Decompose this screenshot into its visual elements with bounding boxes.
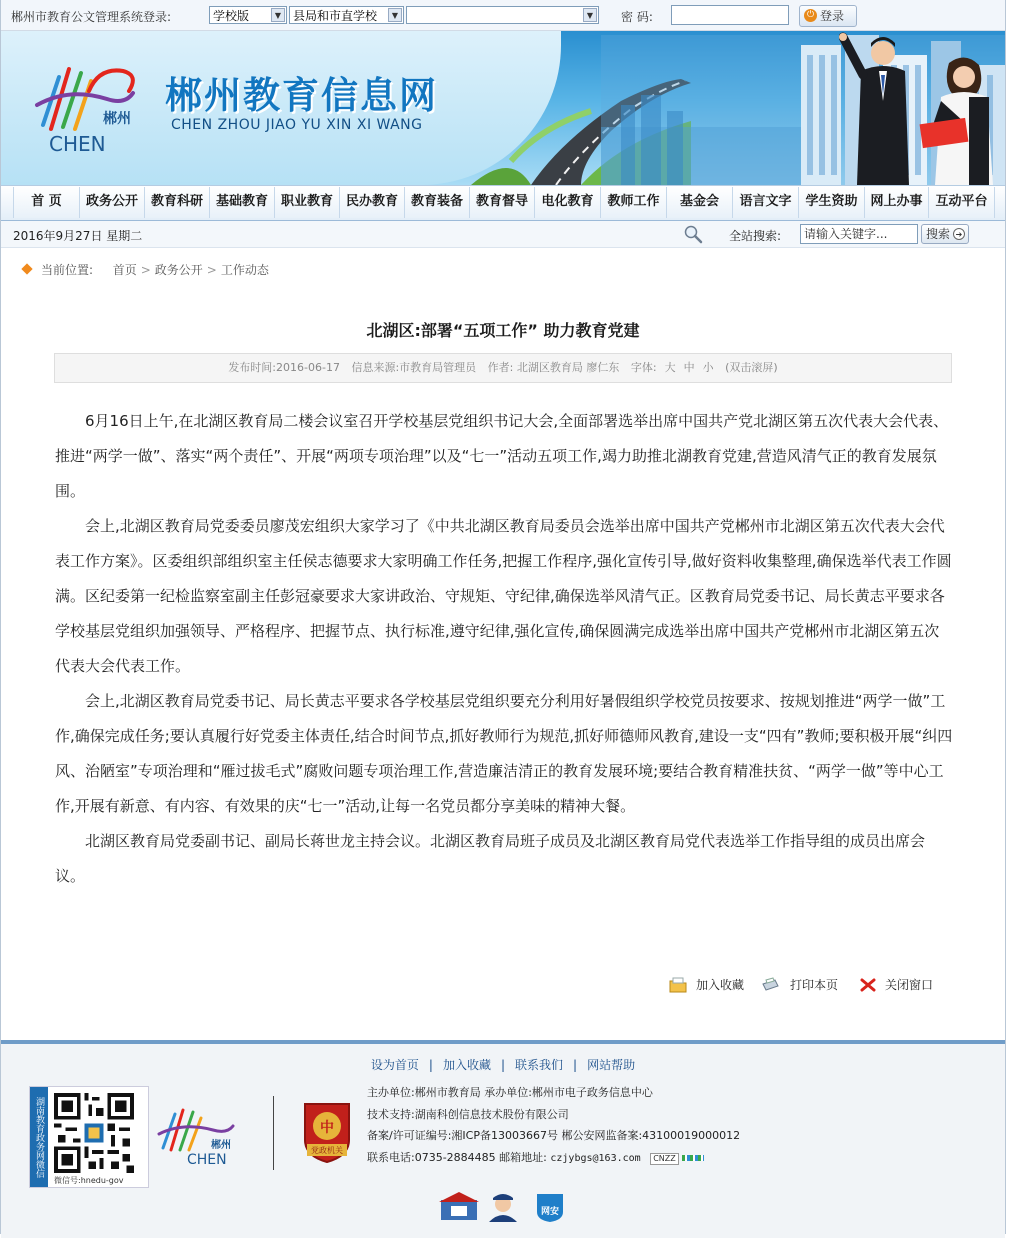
footer-icp: 备案/许可证编号:湘ICP备13003667号 郴公安网监备案:43100019000012 [367, 1129, 741, 1142]
password-label: 密 码: [621, 10, 653, 24]
unit-select[interactable] [289, 6, 404, 24]
chen-logo-icon [29, 47, 149, 157]
logo-word: CHEN [49, 132, 106, 156]
add-favorite-label: 加入收藏 [696, 978, 745, 992]
qr-side-text: 湖南教育政务网微信 [30, 1087, 48, 1187]
login-button[interactable] [799, 5, 857, 27]
nav-education-equipment[interactable]: 教育装备 [405, 187, 470, 218]
nav-electronic-education[interactable]: 电化教育 [535, 187, 601, 218]
banner [1, 31, 1005, 185]
font-small-button[interactable]: 小 [702, 361, 714, 374]
article-title: 北湖区:部署“五项工作” 助力教育党建 [366, 321, 640, 340]
nav-government-affairs[interactable]: 政务公开 [80, 187, 145, 218]
nav-education-supervision[interactable]: 教育督导 [470, 187, 535, 218]
chevron-down-icon: ▼ [388, 8, 402, 22]
breadcrumb-separator: > [140, 263, 151, 277]
login-bar [1, 0, 1005, 31]
breadcrumb-separator: > [206, 263, 217, 277]
businessman-illustration [839, 31, 919, 185]
article-paragraph: 会上,北湖区教育局党委委员廖茂宏组织大家学习了《中共北湖区教育局委员会选举出席中国共产党郴州市北湖区第五次代表大会代表工作方案》。区委组织部组织室主任侯志德要求大家明确工作任务,把握工作程序,强化宣传引导,做好资料收集整理,确保选举代表工作圆满。区纪委第一纪检监察室副主任彭冠豪要求大家讲政治、守规矩、守纪律,确保选举风清气正。区教育局党委书记、局长黄志平要求各学校基层党组织加强领导、严格程序、把握节点、执行标准,遵守纪律,强化宣传,确保圆满完成选举出席中国共产党郴州市北湖区第五次代表大会代表工作。 [55, 517, 952, 675]
article-paragraph: 北湖区教育局党委副书记、副局长蒋世龙主持会议。北湖区教育局班子成员及北湖区教育局党代表选举工作指导组的成员出席会议。 [55, 832, 926, 885]
nav-vocational-education[interactable]: 职业教育 [275, 187, 340, 218]
login-button-label: 登录 [820, 9, 845, 23]
cnzz-badge[interactable]: CNZZ [650, 1153, 679, 1165]
unit-select-value: 县局和市直学校 [293, 9, 378, 23]
arrow-right-icon: ➔ [953, 228, 965, 240]
current-date: 2016年9月27日 星期二 [13, 229, 143, 243]
police-badge-text: 网安 [540, 1207, 560, 1217]
search-button-label: 搜索 [926, 227, 951, 241]
scroll-hint: (双击滚屏) [725, 361, 778, 374]
font-size-label: 字体: [630, 361, 657, 374]
info-source: 信息来源:市教育局管理员 [351, 361, 477, 374]
nav-online-services[interactable]: 网上办事 [865, 187, 929, 218]
magnifier-icon [683, 224, 703, 244]
footer-divider [273, 1096, 274, 1170]
nav-interactive-platform[interactable]: 互动平台 [929, 187, 995, 218]
breadcrumb-home[interactable]: 首页 [112, 263, 137, 277]
nav-basic-education[interactable]: 基础教育 [210, 187, 275, 218]
footer-link-favorite[interactable]: 加入收藏 [442, 1058, 491, 1072]
font-large-button[interactable]: 大 [664, 361, 676, 374]
police-badges-icon [439, 1192, 573, 1222]
nav-home[interactable]: 首 页 [13, 187, 80, 218]
close-icon [859, 976, 877, 994]
footer-separator: | [573, 1058, 578, 1072]
nav-education-research[interactable]: 教育科研 [145, 187, 210, 218]
footer-links [1, 1056, 1005, 1073]
footer-contact-line [367, 1147, 740, 1170]
wechat-qr-card [29, 1086, 149, 1188]
nav-foundation[interactable]: 基金会 [667, 187, 733, 218]
chen-footer-logo-icon [153, 1096, 249, 1170]
footer-separator: | [428, 1058, 433, 1072]
nav-private-education[interactable]: 民办教育 [340, 187, 405, 218]
qr-caption: 微信号:hnedu-gov [54, 1176, 124, 1185]
party-badge-text: 党政机关 [311, 1146, 343, 1155]
school-select[interactable] [406, 6, 599, 24]
footer-contact: 联系电话:0735-2884485 邮箱地址: [367, 1150, 547, 1164]
breadcrumb-government-affairs[interactable]: 政务公开 [154, 263, 203, 277]
nav-language[interactable]: 语言文字 [733, 187, 799, 218]
password-input[interactable] [671, 5, 789, 25]
footer-host: 主办单位:郴州市教育局 承办单位:郴州市电子政务信息中心 [367, 1086, 653, 1099]
login-label: 郴州市教育公文管理系统登录: [11, 10, 172, 24]
footer-logo-mark-text: 郴州 [211, 1140, 231, 1151]
version-select[interactable] [209, 6, 287, 24]
article-paragraph: 会上,北湖区教育局党委书记、局长黄志平要求各学校基层党组织要充分利用好暑假组织学校党员按要求、按规划推进“两学一做”工作,确保完成任务;要认真履行好党委主体责任,结合时间节点,抓好教师行为规范,抓好师德师风教育,建设一支“四有”教师;要积极开展“纠四风、治陋室”专项治理和“雁过拔毛式”腐败问题专项治理工作,营造廉洁清正的教育发展环境;要结合教育精准扶贫、“两学一做”等中心工作,开展有新意、有内容、有效果的庆“七一”活动,让每一名党员都分享美味的精神大餐。 [55, 692, 953, 815]
businesswoman-illustration [919, 55, 1005, 185]
footer-link-homepage[interactable]: 设为首页 [370, 1058, 419, 1072]
power-icon: ⏻ [804, 9, 817, 22]
footer-info [367, 1082, 740, 1169]
article-body [55, 404, 953, 894]
site-name-pinyin: CHEN ZHOU JIAO YU XIN XI WANG [171, 117, 423, 133]
main-nav [1, 185, 1005, 221]
search-input[interactable]: 请输入关键字... [800, 224, 918, 244]
article-meta [54, 353, 952, 383]
breadcrumb-work-news[interactable]: 工作动态 [220, 263, 269, 277]
stats-stripe-icon [682, 1155, 704, 1161]
footer-link-contact[interactable]: 联系我们 [515, 1058, 564, 1072]
publish-time: 发布时间:2016-06-17 [228, 361, 340, 374]
chevron-down-icon: ▼ [583, 8, 597, 22]
print-label: 打印本页 [790, 978, 839, 992]
footer-logo-word: CHEN [187, 1152, 227, 1168]
add-favorite-button[interactable] [669, 976, 744, 993]
close-window-label: 关闭窗口 [885, 978, 934, 992]
font-medium-button[interactable]: 中 [683, 361, 695, 374]
nav-teacher-work[interactable]: 教师工作 [601, 187, 667, 218]
footer [1, 1040, 1005, 1238]
chevron-down-icon: ▼ [271, 8, 285, 22]
bullet-icon [21, 263, 32, 274]
close-window-button[interactable] [859, 976, 933, 993]
footer-link-help[interactable]: 网站帮助 [587, 1058, 636, 1072]
breadcrumb [23, 261, 269, 278]
breadcrumb-label: 当前位置: [41, 263, 94, 277]
search-label: 全站搜索: [729, 229, 782, 243]
qr-code-icon [54, 1093, 134, 1173]
author: 作者: 北湖区教育局 廖仁东 [487, 361, 620, 374]
footer-separator: | [500, 1058, 506, 1072]
folder-star-icon [669, 976, 687, 994]
svg-text:中: 中 [320, 1120, 334, 1136]
search-button[interactable] [921, 224, 969, 244]
site-name: 郴州教育信息网 [165, 74, 438, 117]
print-button[interactable] [761, 976, 838, 993]
party-government-badge-icon [299, 1100, 355, 1164]
version-select-value: 学校版 [213, 9, 250, 23]
logo-mark-text: 郴州 [103, 111, 131, 127]
footer-email[interactable]: czjybgs@163.com [550, 1152, 641, 1164]
date-search-bar [1, 221, 1005, 248]
footer-tech-support: 技术支持:湖南科创信息技术股份有限公司 [367, 1107, 569, 1121]
printer-icon [761, 976, 779, 994]
article-paragraph: 6月16日上午,在北湖区教育局二楼会议室召开学校基层党组织书记大会,全面部署选举出席中国共产党北湖区第五次代表大会代表、推进“两学一做”、落实“两个责任”、开展“两项专项治理”以及“七一”活动五项工作,竭力助推北湖教育党建,营造风清气正的教育发展氛围。 [55, 412, 949, 500]
nav-student-aid[interactable]: 学生资助 [799, 187, 865, 218]
